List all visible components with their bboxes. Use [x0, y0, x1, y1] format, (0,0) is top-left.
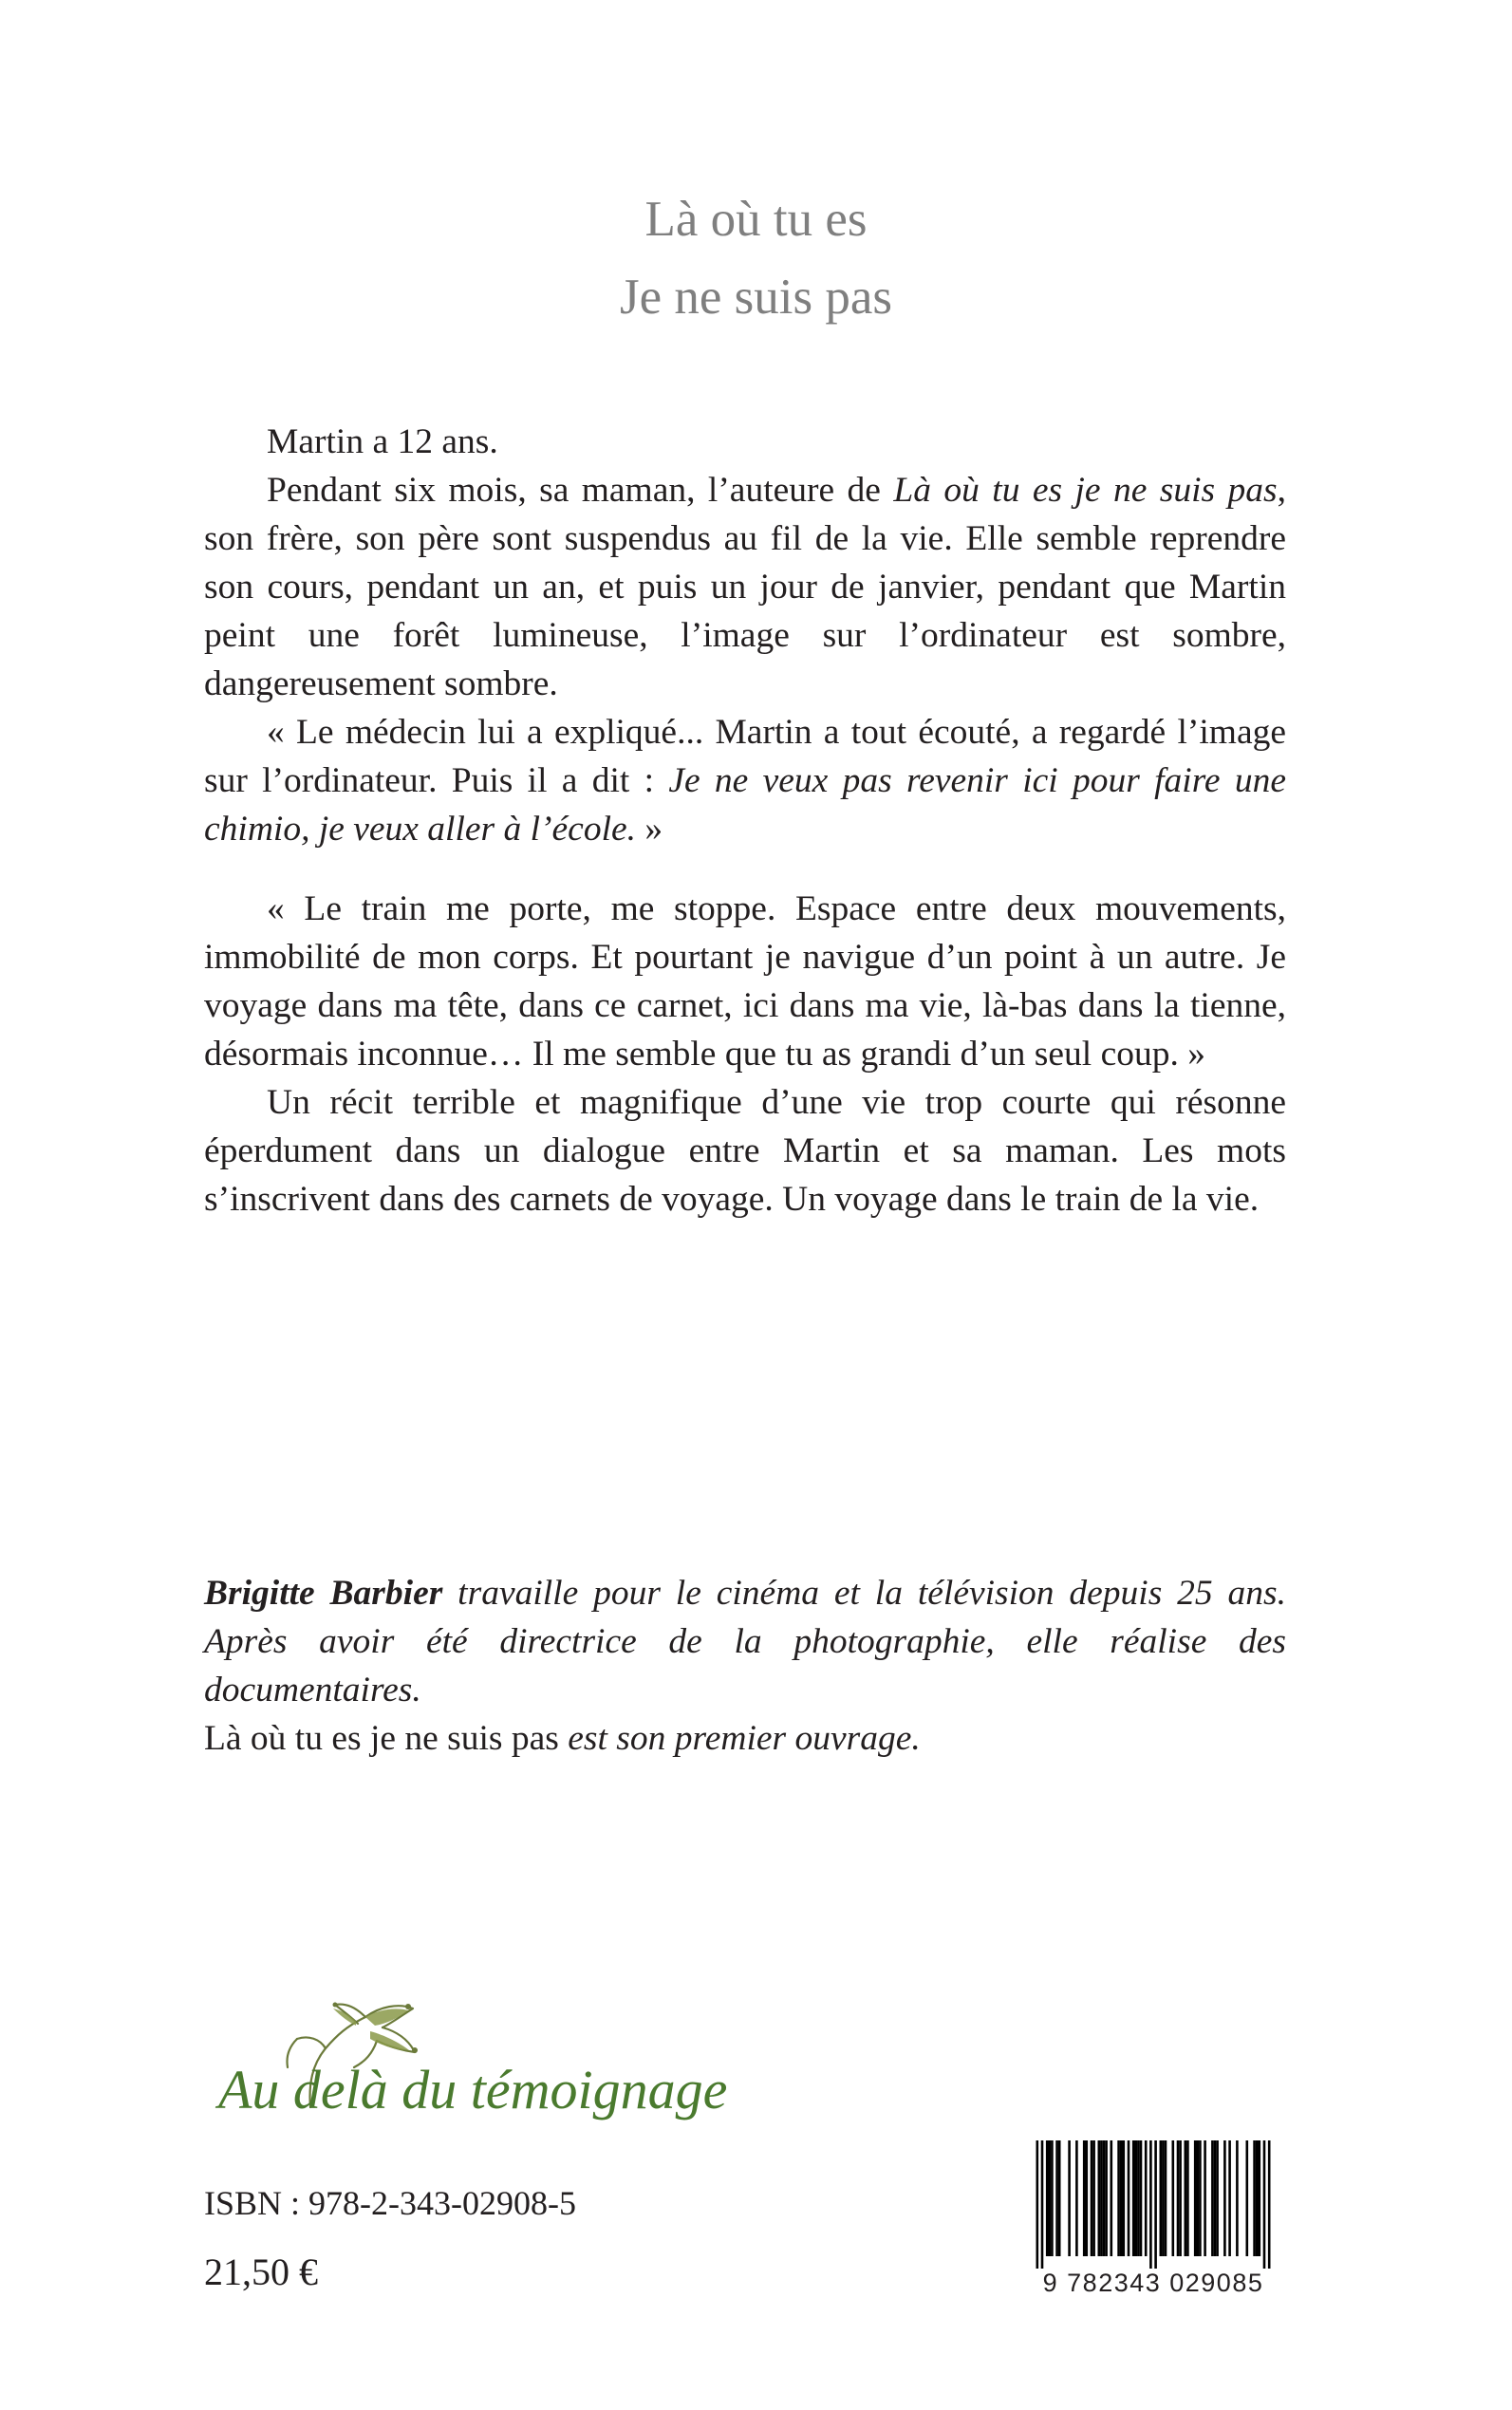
- barcode-bar: [1098, 2140, 1101, 2256]
- barcode-bar: [1103, 2140, 1106, 2256]
- barcode-bar: [1058, 2140, 1061, 2256]
- blurb-paragraph-1: Martin a 12 ans.: [267, 422, 498, 461]
- barcode-bar: [1211, 2140, 1214, 2256]
- blurb-paragraph-5: Un récit terrible et magnifique d’une vie trop courte qui résonne éperdument dans un dialogue entre Martin et sa maman. Les mots s’inscrivent dans des carnets de voyage. Un voyage dans le train de la vie.: [204, 1083, 1286, 1219]
- blurb-intro: [204, 418, 1286, 853]
- book-title-line-2: Je ne suis pas: [619, 270, 893, 325]
- blurb-paragraph-4: « Le train me porte, me stoppe. Espace entre deux mouvements, immobilité de mon corps. Et pourtant je navigue d’un point à un autre. Je voyage dans ma tête, dans ce carnet, ici dans ma vie, là-bas dans la tienne, désormais inconnue… Il me semble que tu as grandi d’un seul coup. »: [204, 889, 1286, 1074]
- barcode-bar: [1105, 2140, 1108, 2256]
- barcode-bar: [1083, 2140, 1086, 2256]
- barcode-bar: [1049, 2140, 1052, 2256]
- book-title-inline: Là où tu es je ne suis pas: [893, 471, 1278, 510]
- barcode-bar: [1256, 2140, 1259, 2256]
- barcode-bar: [1197, 2140, 1200, 2256]
- barcode-bar: [1041, 2140, 1044, 2269]
- barcode-bar: [1228, 2140, 1231, 2256]
- price: 21,50 €: [204, 2251, 318, 2293]
- martin-quote: Je ne veux pas revenir ici pour faire une chimio, je veux aller à l’école.: [204, 761, 1286, 849]
- barcode-bar: [1051, 2140, 1054, 2256]
- barcode-digits: 9 782343 029085: [1042, 2269, 1264, 2297]
- barcode-bar: [1135, 2140, 1138, 2256]
- barcode-bar: [1160, 2140, 1163, 2256]
- blurb-paragraph-3: « Le médecin lui a expliqué... Martin a tout écouté, a regardé l’image sur l’ordinateur. Puis il a dit : Je ne veux pas revenir ici pour faire une chimio, je veux aller à l’école. »: [204, 713, 1286, 849]
- barcode-bar: [1177, 2140, 1180, 2256]
- author-bio: [204, 1569, 1286, 1763]
- barcode-bar: [1236, 2140, 1239, 2256]
- barcode-bar: [1216, 2140, 1219, 2256]
- barcode-bar: [1055, 2140, 1058, 2256]
- blurb-train-quote: [204, 885, 1286, 1078]
- barcode-bar: [1132, 2140, 1135, 2256]
- barcode-bar: [1140, 2140, 1143, 2256]
- barcode-bar: [1100, 2140, 1103, 2256]
- barcode-bar: [1117, 2140, 1120, 2256]
- bio-book-title: Là où tu es je ne suis pas: [204, 1719, 559, 1758]
- barcode-bar: [1172, 2140, 1175, 2256]
- barcode-bar: [1137, 2140, 1140, 2256]
- book-title-line-1: Là où tu es: [644, 192, 868, 247]
- barcode-bar: [1223, 2140, 1226, 2256]
- barcode-bar: [1253, 2140, 1256, 2256]
- barcode-bar: [1036, 2140, 1039, 2269]
- barcode-bar: [1194, 2140, 1197, 2256]
- barcode-bar: [1145, 2140, 1148, 2256]
- barcode-bar: [1086, 2140, 1089, 2256]
- barcode-bar: [1068, 2140, 1071, 2256]
- barcode-bar: [1246, 2140, 1249, 2256]
- barcode-bar: [1199, 2140, 1202, 2256]
- barcode-bar: [1204, 2140, 1206, 2256]
- barcode-bar: [1185, 2140, 1187, 2256]
- isbn-number: ISBN : 978-2-343-02908-5: [204, 2184, 576, 2222]
- barcode-bar: [1263, 2140, 1266, 2269]
- barcode-bar: [1165, 2140, 1167, 2256]
- collection-name: Au delà du témoignage: [218, 2059, 728, 2120]
- barcode-bar: [1186, 2140, 1189, 2256]
- barcode-bar: [1046, 2140, 1049, 2256]
- blurb-summary: [204, 1078, 1286, 1224]
- barcode-bar: [1259, 2140, 1261, 2256]
- barcode-bar: [1075, 2140, 1078, 2256]
- barcode-bar: [1123, 2140, 1126, 2256]
- barcode-bar: [1154, 2140, 1157, 2269]
- barcode-bar: [1149, 2140, 1152, 2269]
- barcode-bar: [1111, 2140, 1113, 2256]
- barcode-bar: [1092, 2140, 1095, 2256]
- barcode-bar: [1162, 2140, 1165, 2256]
- author-bio-text: Brigitte Barbier travaille pour le cinéma et la télévision depuis 25 ans. Après avoir été directrice de la photographie, elle réalise des documentaires. Là où tu es je ne suis pas est son premier ouvrage.: [204, 1574, 1287, 1758]
- barcode-bar: [1179, 2140, 1182, 2256]
- barcode-bar: [1128, 2140, 1130, 2256]
- barcode-bar: [1120, 2140, 1123, 2256]
- blurb-paragraph-2: Pendant six mois, sa maman, l’auteure de Là où tu es je ne suis pas, son frère, son père sont suspendus au fil de la vie. Elle semble reprendre son cours, pendant un an, et puis un jour de janvier, pendant que Martin peint une forêt lumineuse, l’image sur l’ordinateur est sombre, dangereusement sombre.: [204, 471, 1286, 703]
- barcode-bar: [1214, 2140, 1217, 2256]
- author-name: Brigitte Barbier: [204, 1574, 443, 1613]
- barcode-bar: [1091, 2140, 1093, 2256]
- barcode-bars-icon: [1030, 2140, 1277, 2269]
- barcode-bar: [1268, 2140, 1271, 2269]
